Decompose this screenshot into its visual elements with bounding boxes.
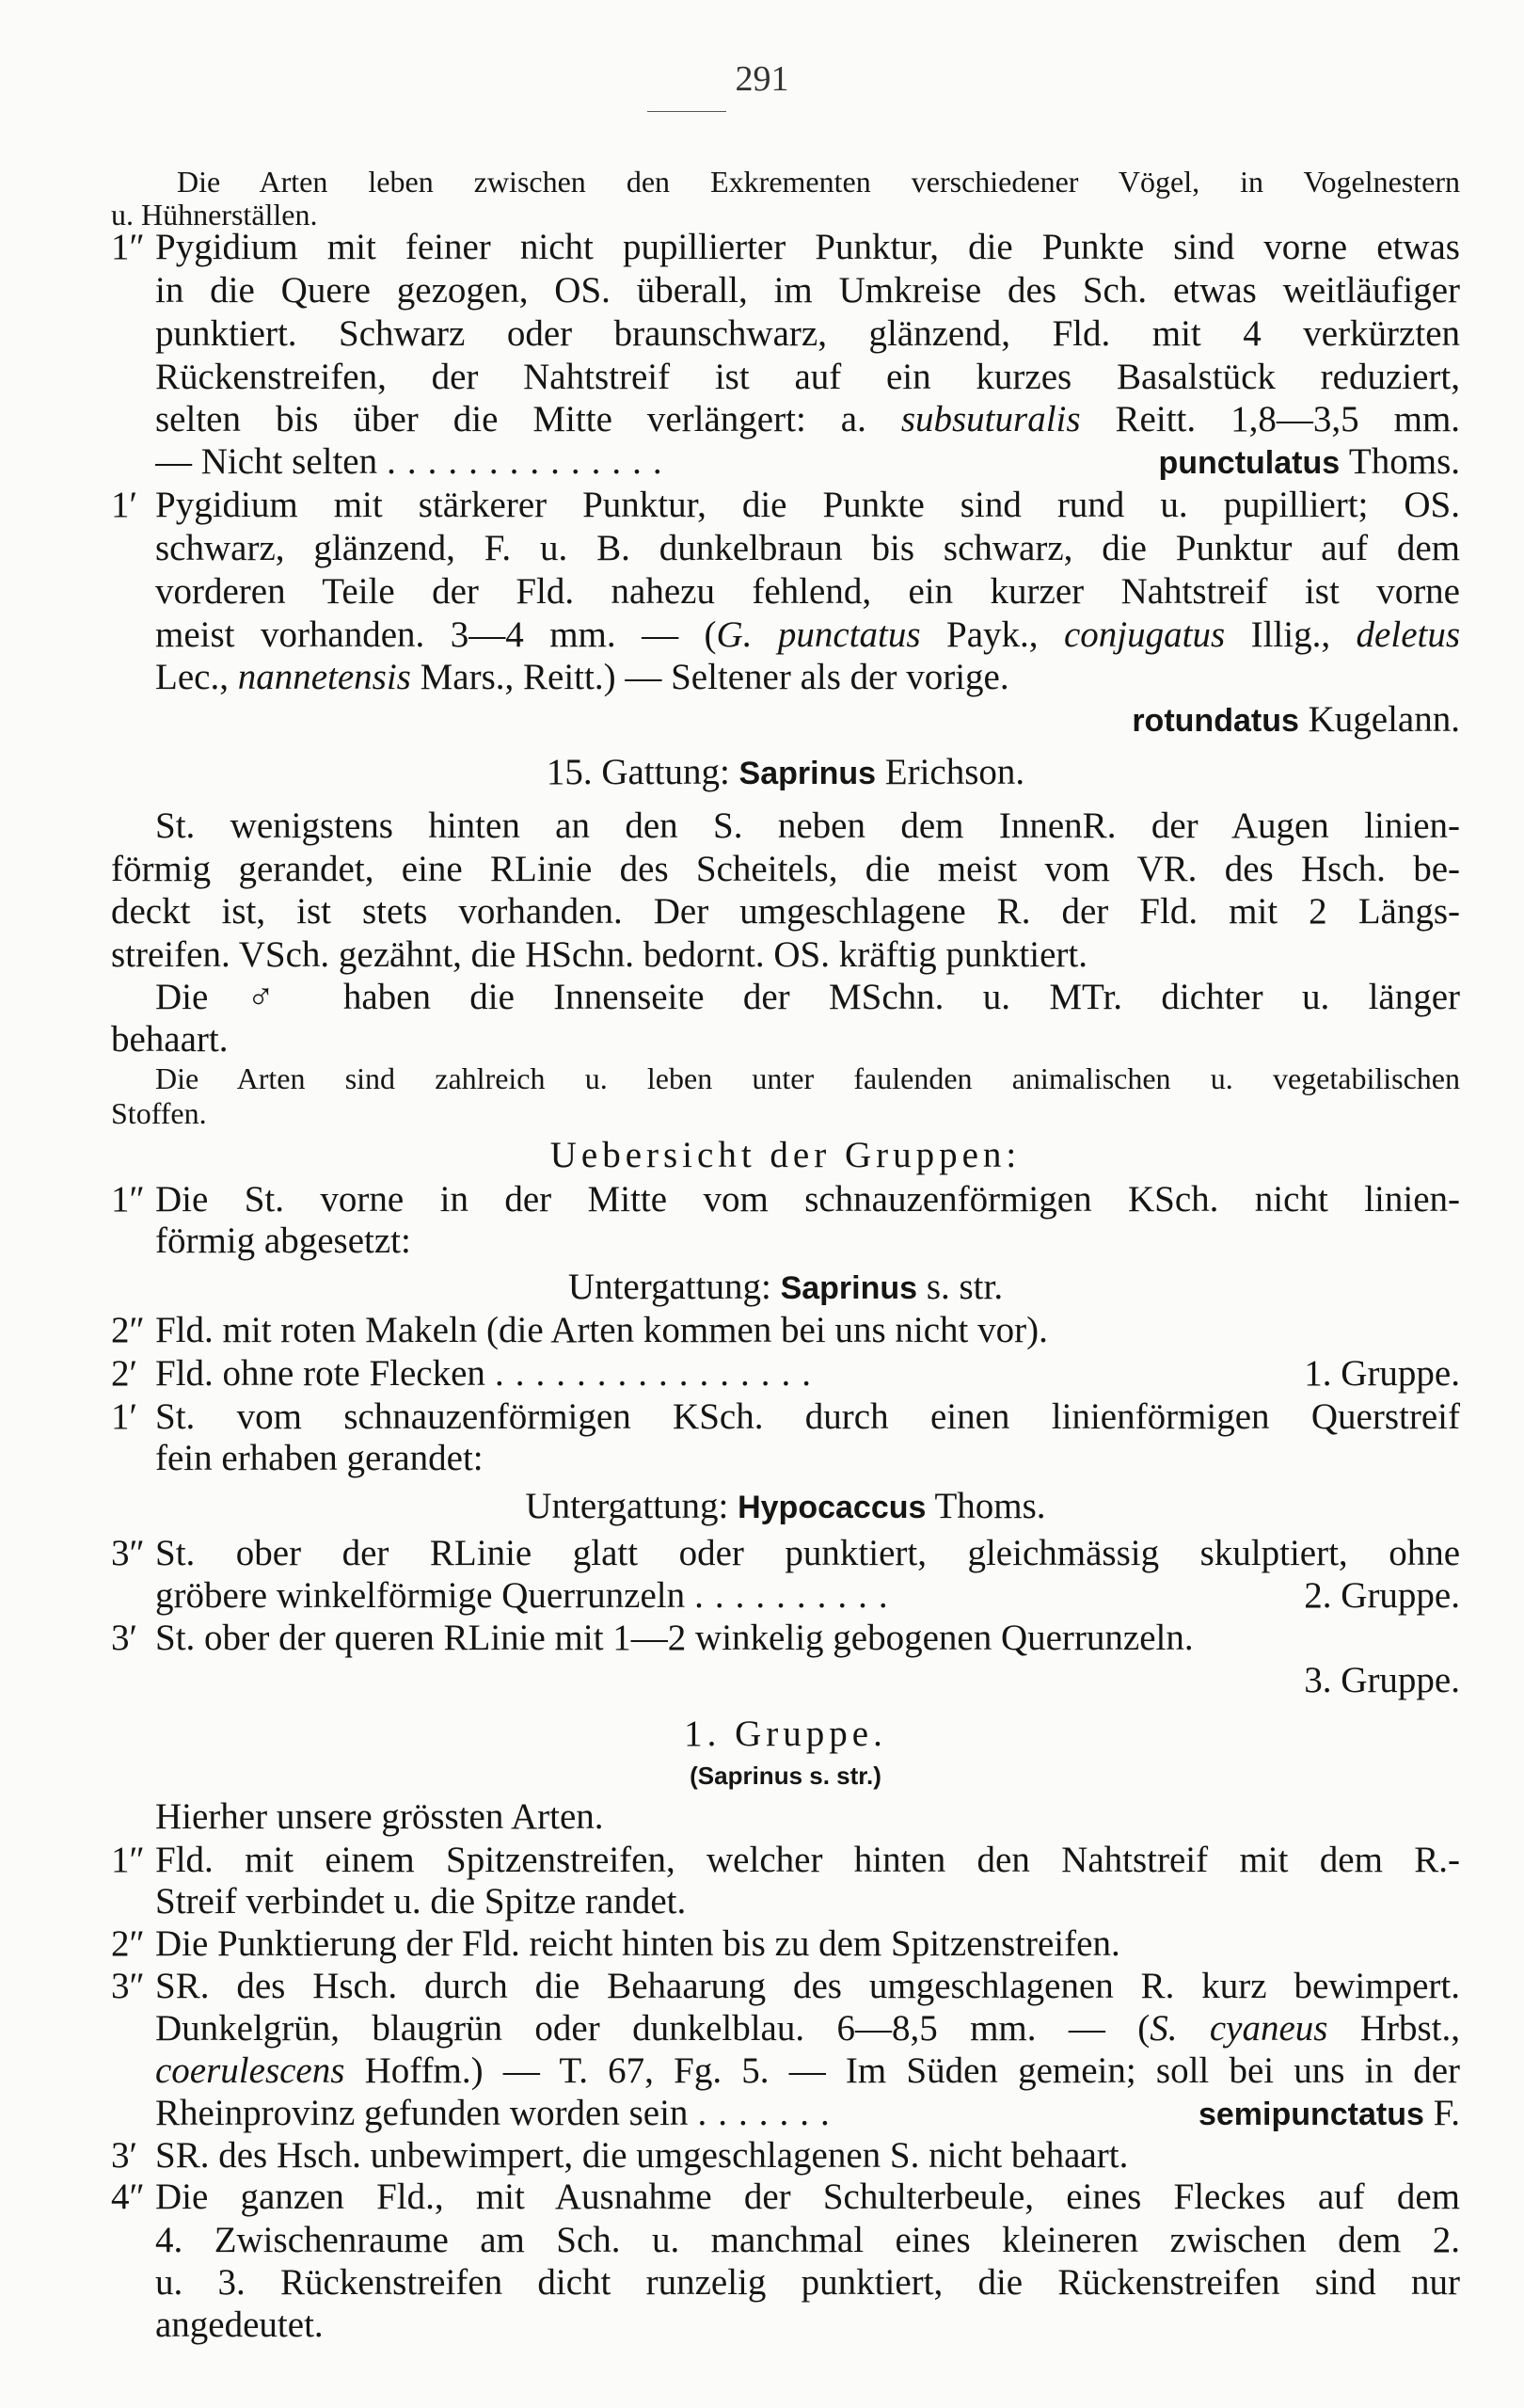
text-line: Pygidium mit feiner nicht pupillierter Punktur, die Punkte sind vorne etwas [155,227,1460,267]
couplet-number: 1′ [111,485,138,525]
species-name: rotundatus [1132,703,1299,739]
subgenus-heading: Untergattung: Saprinus s. str. [567,1267,1004,1307]
key-couplet [111,1922,1460,1966]
leader-dots: .............. [387,441,674,482]
leader-dots: ....... [697,2093,841,2133]
key-couplet [111,1532,1460,1575]
species-name: semipunctatus [1198,2097,1424,2132]
male-symbol: ♂ [246,977,305,1017]
key-couplet [111,2134,1460,2177]
couplet-number: 1′ [111,1396,138,1437]
section-heading: Uebersicht der Gruppen: [549,1135,1022,1175]
text-line: meist vorhanden. 3—4 mm. — (G. punctatus Payk., conjugatus Illig., deletus [155,614,1460,655]
text-line: Die ♂ haben die Innenseite der MSchn. u. MTr. dichter u. länger [155,977,1460,1017]
text-line: Stoffen. [111,1096,207,1130]
group-subheading: (Saprinus s. str.) [690,1762,881,1790]
text-line: selten bis über die Mitte verlängert: a. subsuturalis Reitt. 1,8—3,5 mm. [155,399,1460,439]
text-line: 4. Zwischenraume am Sch. u. manchmal eines kleineren zwischen dem 2. [155,2220,1460,2260]
couplet-number: 2″ [111,1310,145,1350]
couplet-number: 3′ [111,2135,138,2176]
group-heading: 1. Gruppe. [684,1714,887,1754]
text-line: Streif verbindet u. die Spitze randet. [155,1881,687,1922]
text-line: gröbere winkelförmige Querrunzeln .......... 2. Gruppe. [155,1575,1460,1616]
text-line: SR. des Hsch. unbewimpert, die umgeschlagenen S. nicht behaart. [155,2135,1129,2176]
subgenus-heading: Untergattung: Hypocaccus Thoms. [525,1486,1046,1526]
text-line: förmig abgesetzt: [155,1220,411,1261]
text-line: Hierher unsere grössten Arten. [155,1796,604,1837]
text-line: Fld. mit einem Spitzenstreifen, welcher hinten den Nahtstreif mit dem R.- [155,1840,1460,1880]
text-line: Lec., nannetensis Mars., Reitt.) — Seltener als der vorige. [155,657,1009,697]
text-line: St. wenigstens hinten an den S. neben dem InnenR. der Augen linien- [155,805,1460,846]
text-line: deckt ist, ist stets vorhanden. Der umgeschlagene R. der Fld. mit 2 Längs- [111,891,1460,932]
text-line: coerulescens Hoffm.) — T. 67, Fg. 5. — Im Süden gemein; soll bei uns in der [155,2050,1460,2091]
key-couplet [111,1617,1460,1660]
leader-dots: .......... [694,1575,899,1616]
text-line: u. 3. Rückenstreifen dicht runzelig punktiert, die Rückenstreifen sind nur [155,2262,1460,2303]
header-rule [647,111,726,112]
text-line: rotundatus Kugelann. [1132,699,1460,740]
couplet-number: 1″ [111,1179,145,1220]
couplet-number: 4″ [111,2177,145,2217]
key-couplet [111,1395,1460,1439]
text-line: Fld. mit roten Makeln (die Arten kommen bei uns nicht vor). [155,1310,1048,1350]
leader-dots: ................ [494,1353,822,1394]
key-couplet [111,2176,1460,2219]
text-line: förmig gerandet, eine RLinie des Scheitels, die meist vom VR. des Hsch. be- [111,849,1460,889]
text-line: behaart. [111,1019,229,1060]
text-line: Die ganzen Fld., mit Ausnahme der Schulterbeule, eines Fleckes auf dem [155,2177,1460,2217]
text-line: SR. des Hsch. durch die Behaarung des umgeschlagenen R. kurz bewimpert. [155,1966,1460,2006]
text-line: Dunkelgrün, blaugrün oder dunkelblau. 6—8,5 mm. — (S. cyaneus Hrbst., [155,2008,1460,2049]
text-line: vorderen Teile der Fld. nahezu fehlend, ein kurzer Nahtstreif ist vorne [155,571,1460,612]
text-line: punktiert. Schwarz oder braunschwarz, glänzend, Fld. mit 4 verkürzten [155,313,1460,354]
text-line: St. vom schnauzenförmigen KSch. durch einen linienförmigen Querstreif [155,1396,1460,1437]
text-line: u. Hühnerställen. [111,198,318,231]
taxon-name: subsuturalis [900,399,1081,439]
text-line: Rückenstreifen, der Nahtstreif ist auf ein kurzes Basalstück reduziert, [155,357,1460,397]
couplet-number: 2′ [111,1353,138,1394]
key-couplet [111,226,1460,269]
text-line: Die St. vorne in der Mitte vom schnauzenförmigen KSch. nicht linien- [155,1179,1460,1220]
text-line: Die Arten sind zahlreich u. leben unter faulenden animalischen u. vegetabilischen [155,1061,1460,1095]
couplet-number: 3″ [111,1966,145,2006]
text-line: schwarz, glänzend, F. u. B. dunkelbraun bis schwarz, die Punktur auf dem [155,528,1460,568]
text-line: Pygidium mit stärkerer Punktur, die Punkte sind rund u. pupilliert; OS. [155,485,1460,525]
couplet-number: 3″ [111,1533,145,1573]
text-line: Die Arten leben zwischen den Exkrementen verschiedener Vögel, in Vogelnestern [177,165,1460,199]
text-line: fein erhaben gerandet: [155,1438,484,1478]
text-line: St. ober der RLinie glatt oder punktiert, gleichmässig skulptiert, ohne [155,1533,1460,1573]
text-line: streifen. VSch. gezähnt, die HSchn. bedornt. OS. kräftig punktiert. [111,934,1087,975]
couplet-number: 3′ [111,1618,138,1658]
text-line: 3. Gruppe. [1304,1660,1460,1700]
key-couplet: 2′ Fld. ohne rote Flecken ................ 1. Gruppe. [111,1353,1460,1394]
couplet-number: 2″ [111,1923,145,1964]
key-couplet [111,1839,1460,1882]
couplet-number: 1″ [111,227,145,267]
page-number: 291 [735,59,789,99]
key-couplet [111,1178,1460,1221]
text-line: angedeutet. [155,2304,324,2345]
key-couplet [111,1965,1460,2008]
key-couplet [111,1309,1460,1352]
section-heading: 15. Gattung: Saprinus Erichson. [546,752,1025,792]
text-line: in die Quere gezogen, OS. überall, im Umkreise des Sch. etwas weitläufiger [155,270,1460,311]
text-line: St. ober der queren RLinie mit 1—2 winkelig gebogenen Querrunzeln. [155,1618,1194,1658]
text-line: Die Punktierung der Fld. reicht hinten bis zu dem Spitzenstreifen. [155,1923,1120,1964]
couplet-number: 1″ [111,1840,145,1880]
text-line: Rheinprovinz gefunden worden sein ....... semipunctatus F. [155,2092,1460,2135]
key-couplet [111,484,1460,527]
species-name: punctulatus [1158,445,1341,481]
genus-name: Saprinus [738,756,877,791]
text-line: — Nicht selten .............. punctulatus Thoms. [155,440,1460,484]
